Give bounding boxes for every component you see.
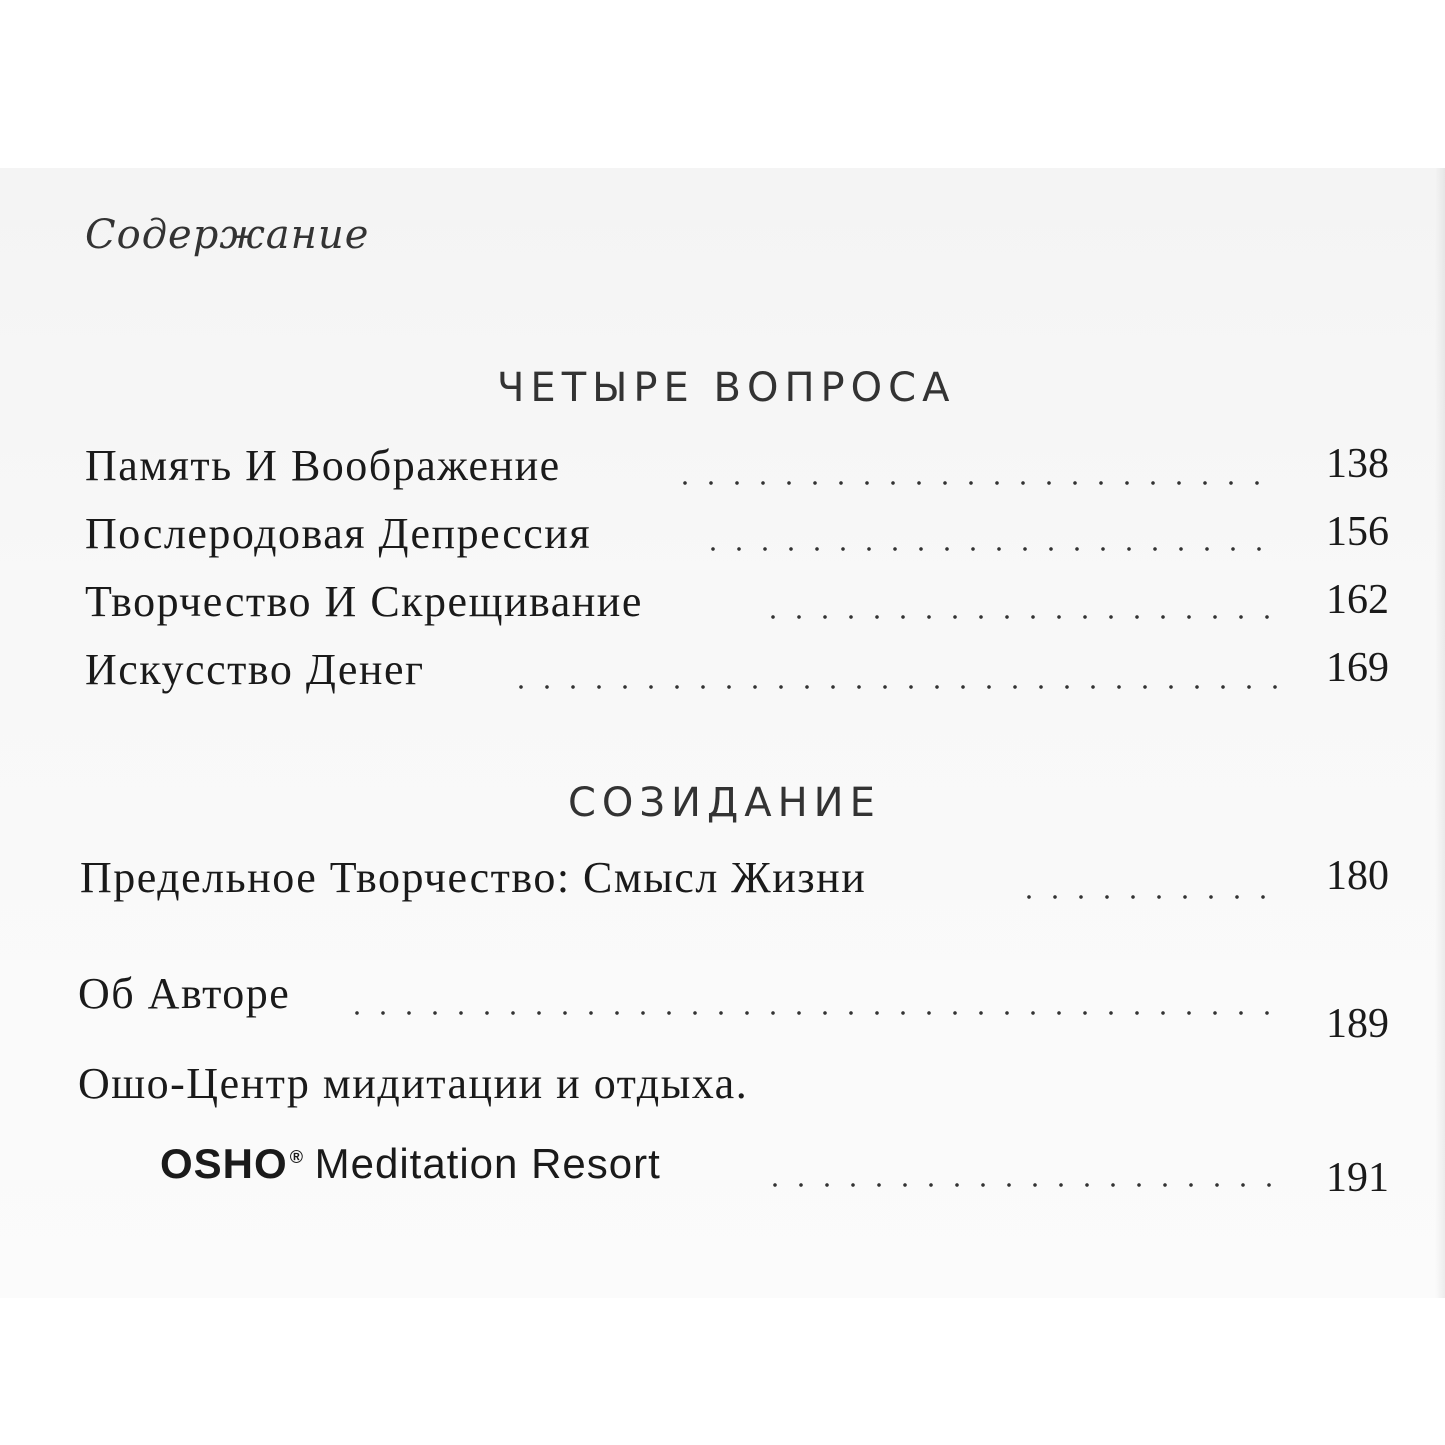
dot-leader — [508, 684, 1278, 690]
toc-entry-label: Об Авторе — [78, 969, 291, 1018]
toc-entry-label: Память И Воображение — [85, 441, 561, 490]
toc-entry-label: Искусство Денег — [85, 645, 425, 694]
toc-entry-page: 189 — [1326, 1001, 1389, 1047]
toc-entry[interactable] — [0, 1058, 1445, 1201]
toc-entry-page: 180 — [1326, 853, 1389, 899]
toc-entry[interactable] — [0, 576, 1445, 636]
toc-entry-page: 191 — [1326, 1155, 1389, 1201]
section-heading-creation: СОЗИДАНИЕ — [568, 780, 881, 826]
resort-name: Meditation Resort — [314, 1140, 661, 1187]
dot-leader — [700, 546, 1280, 552]
toc-entry-page: 156 — [1326, 509, 1389, 555]
toc-entry-page: 169 — [1326, 645, 1389, 691]
toc-entry-page: 138 — [1326, 441, 1389, 487]
dot-leader — [762, 1182, 1278, 1188]
toc-entry-page: 162 — [1326, 577, 1389, 623]
toc-entry-label: Послеродовая Депрессия — [85, 509, 592, 558]
toc-entry[interactable] — [0, 440, 1445, 500]
toc-entry[interactable] — [0, 852, 1445, 912]
registered-mark: ® — [289, 1147, 303, 1167]
toc-entry[interactable] — [0, 508, 1445, 568]
dot-leader — [760, 614, 1280, 620]
toc-entry-label: Творчество И Скрещивание — [85, 577, 643, 626]
osho-brand: OSHO — [160, 1140, 288, 1187]
contents-title: Содержание — [85, 212, 370, 258]
resort-sublabel — [160, 1140, 661, 1188]
toc-entry[interactable] — [0, 968, 1445, 1047]
toc-entry-label: Предельное Творчество: Смысл Жизни — [80, 853, 867, 902]
dot-leader — [672, 480, 1272, 486]
toc-entry-label: Ошо-Центр мидитации и отдыха. — [78, 1059, 749, 1108]
toc-entry[interactable] — [0, 644, 1445, 704]
dot-leader — [1016, 894, 1278, 900]
dot-leader — [344, 1010, 1278, 1016]
section-heading-four-questions: ЧЕТЫРЕ ВОПРОСА — [497, 365, 956, 411]
